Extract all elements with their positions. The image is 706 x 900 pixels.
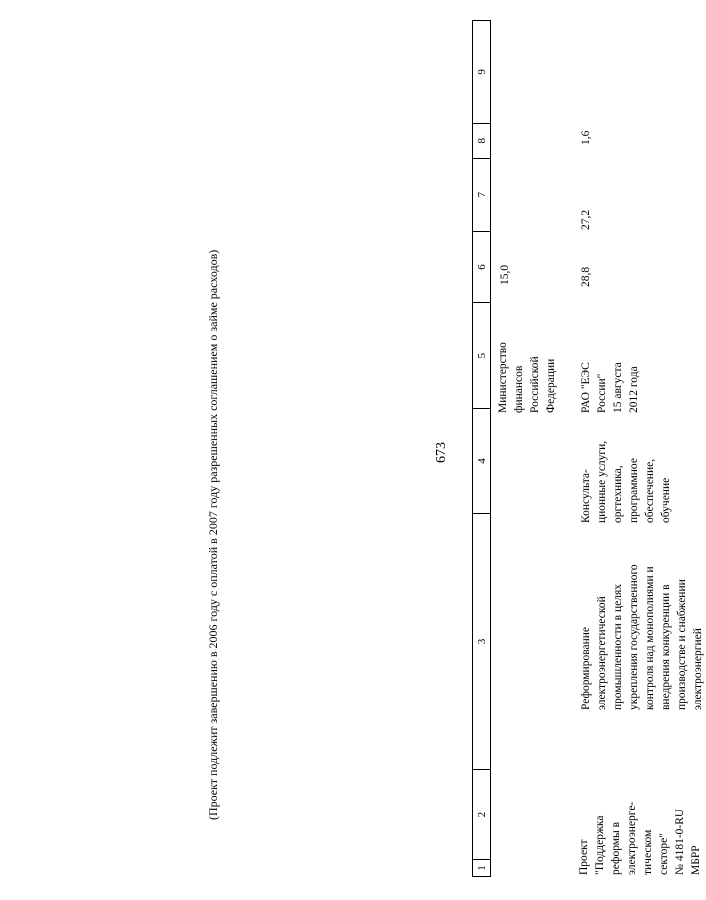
project-row-col7-value: 27,2 <box>580 209 592 230</box>
project-name-line: № 4181-0-RU <box>674 808 686 875</box>
project-name-line: МБРР <box>690 845 702 875</box>
project-spending-line: обучение <box>660 477 672 523</box>
page-number: 673 <box>434 442 449 463</box>
ministry-line: Министерство <box>497 342 509 413</box>
project-purpose-line: Реформирование <box>580 627 592 710</box>
project-purpose-line: промышленности в целях <box>612 584 624 710</box>
column-header-4: 4 <box>473 408 490 513</box>
project-row-col8-value: 1,6 <box>580 130 592 145</box>
project-name-line: Проект <box>578 839 590 875</box>
column-header-7: 7 <box>473 158 490 231</box>
column-header-3: 3 <box>473 513 490 769</box>
project-purpose-line: электроэнергией <box>692 628 704 710</box>
ministry-line: Российской <box>529 356 541 413</box>
project-row-col5 <box>578 362 642 413</box>
project-name-line: секторе" <box>658 833 670 875</box>
project-name-line: электроэнерге- <box>626 801 638 875</box>
project-row-col3 <box>578 564 706 710</box>
project-spending-line: оргтехника, <box>612 465 624 523</box>
project-purpose-line: укрепления государственного <box>628 564 640 710</box>
project-executor-line: РАО "ЕЭС <box>580 362 592 413</box>
ministry-line: финансов <box>513 365 525 413</box>
project-executor-line: России" <box>596 373 608 413</box>
column-header-6: 6 <box>473 231 490 303</box>
project-purpose-line: контроля над монополиями и <box>644 566 656 710</box>
project-row-col6-value: 28,8 <box>580 266 592 287</box>
column-header-8: 8 <box>473 123 490 158</box>
project-spending-line: ционные услуги, <box>596 440 608 523</box>
project-spending-line: программное <box>628 458 640 523</box>
project-row-col4 <box>578 441 674 523</box>
column-header-1: 1 <box>473 859 490 876</box>
ministry-row-col5 <box>495 342 559 413</box>
ministry-line: Федерации <box>545 358 557 413</box>
project-spending-line: обеспечение, <box>644 458 656 523</box>
column-header-2: 2 <box>473 769 490 859</box>
project-name-line: реформы в <box>610 821 622 875</box>
project-executor-line: 2012 года <box>628 366 640 413</box>
project-name-line: тическом <box>642 829 654 875</box>
project-name-line: "Поддержка <box>594 815 606 875</box>
footnote: (Проект подлежит завершению в 2006 году с оплатой в 2007 году разрешенных соглашением о займе расходов) <box>206 249 220 820</box>
column-header-9: 9 <box>475 69 488 75</box>
project-purpose-line: электроэнергетической <box>596 596 608 710</box>
project-purpose-line: производстве и снабжении <box>676 579 688 710</box>
project-executor-line: 15 августа <box>612 362 624 413</box>
project-purpose-line: внедрения конкуренции в <box>660 584 672 710</box>
column-header-5: 5 <box>473 302 490 408</box>
project-spending-line: Консульта- <box>580 469 592 523</box>
ministry-row-col6-value: 15,0 <box>499 264 511 285</box>
table-header-row <box>472 20 491 877</box>
project-row-col2 <box>576 802 704 875</box>
